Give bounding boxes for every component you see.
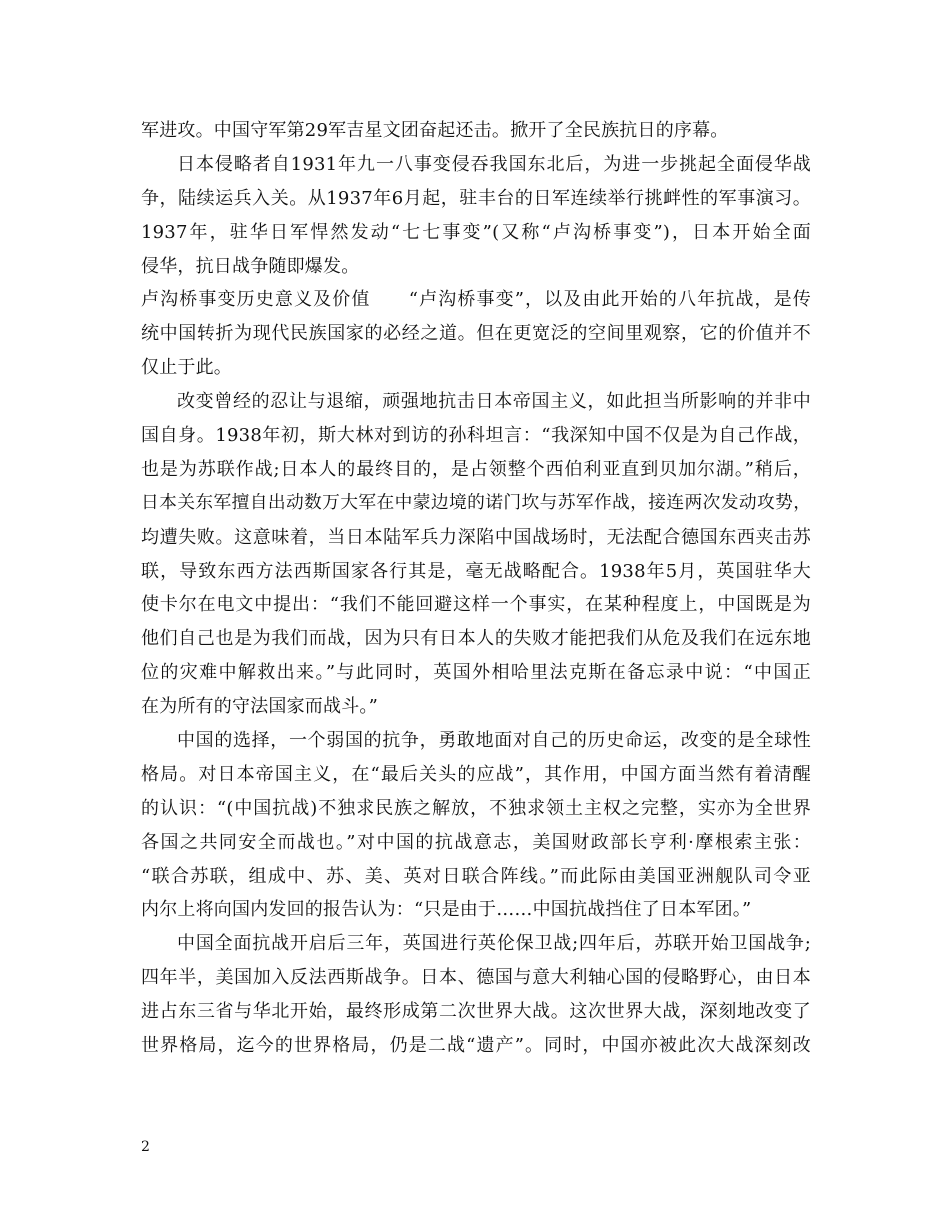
text-line: 中国全面抗战开启后三年，英国进行英伦保卫战;四年后，苏联开始卫国战争; xyxy=(177,933,811,955)
text-line: 位的灾难中解救出来。”与此同时，英国外相哈里法克斯在备忘录中说：“中国正 xyxy=(141,662,811,684)
text-line: 内尔上将向国内发回的报告认为：“只是由于……中国抗战挡住了日本军团。” xyxy=(141,899,752,921)
text-line: 中国的选择，一个弱国的抗争，勇敢地面对自己的历史命运，改变的是全球性 xyxy=(177,730,811,752)
text-line: 格局。对日本帝国主义，在“最后关头的应战”，其作用，中国方面当然有着清醒 xyxy=(141,763,811,785)
text-line: 使卡尔在电文中提出：“我们不能回避这样一个事实，在某种程度上，中国既是为 xyxy=(141,594,811,616)
text-line: 仅止于此。 xyxy=(141,357,232,379)
document-body xyxy=(141,114,811,1063)
text-line: 军进攻。中国守军第29军吉星文团奋起还击。掀开了全民族抗日的序幕。 xyxy=(141,120,729,141)
text-line: 的认识：“(中国抗战)不独求民族之解放，不独求领土主权之完整，实亦为全世界 xyxy=(141,797,811,819)
text-line: 日本关东军擅自出动数万大军在中蒙边境的诺门坎与苏军作战，接连两次发动攻势， xyxy=(141,492,811,513)
text-line: 联，导致东西方法西斯国家各行其是，毫无战略配合。1938年5月，英国驻华大 xyxy=(141,560,811,582)
page-number: 2 xyxy=(141,1139,150,1155)
text-line: 世界格局，迄今的世界格局，仍是二战“遗产”。同时，中国亦被此次大战深刻改 xyxy=(141,1035,811,1057)
text-line: 他们自己也是为我们而战，因为只有日本人的失败才能把我们从危及我们在远东地 xyxy=(141,628,811,650)
text-line: 争，陆续运兵入关。从1937年6月起，驻丰台的日军连续举行挑衅性的军事演习。 xyxy=(141,187,811,209)
text-line: 卢沟桥事变历史意义及价值 “卢沟桥事变”，以及由此开始的八年抗战，是传 xyxy=(141,289,811,311)
text-line: 国自身。1938年初，斯大林对到访的孙科坦言：“我深知中国不仅是为自己作战， xyxy=(141,425,811,447)
text-line: 均遭失败。这意味着，当日本陆军兵力深陷中国战场时，无法配合德国东西夹击苏 xyxy=(141,526,811,548)
text-line: 也是为苏联作战;日本人的最终目的，是占领整个西伯利亚直到贝加尔湖。”稍后， xyxy=(141,458,811,480)
text-line: 进占东三省与华北开始，最终形成第二次世界大战。这次世界大战，深刻地改变了 xyxy=(141,1001,811,1023)
text-line: 统中国转折为现代民族国家的必经之道。但在更宽泛的空间里观察，它的价值并不 xyxy=(141,323,811,345)
text-line: 日本侵略者自1931年九一八事变侵吞我国东北后，为进一步挑起全面侵华战 xyxy=(177,153,811,175)
text-line: 改变曾经的忍让与退缩，顽强地抗击日本帝国主义，如此担当所影响的并非中 xyxy=(177,391,811,413)
text-line: 在为所有的守法国家而战斗。” xyxy=(141,696,379,718)
text-line: 各国之共同安全而战也。”对中国的抗战意志，美国财政部长亨利·摩根索主张： xyxy=(141,831,811,853)
text-line: 侵华，抗日战争随即爆发。 xyxy=(141,255,360,277)
text-line: 1937年，驻华日军悍然发动“七七事变”(又称“卢沟桥事变”)，日本开始全面 xyxy=(141,221,811,243)
text-line: 四年半，美国加入反法西斯战争。日本、德国与意大利轴心国的侵略野心，由日本 xyxy=(141,967,811,989)
text-line: “联合苏联，组成中、苏、美、英对日联合阵线。”而此际由美国亚洲舰队司令亚 xyxy=(141,865,811,887)
